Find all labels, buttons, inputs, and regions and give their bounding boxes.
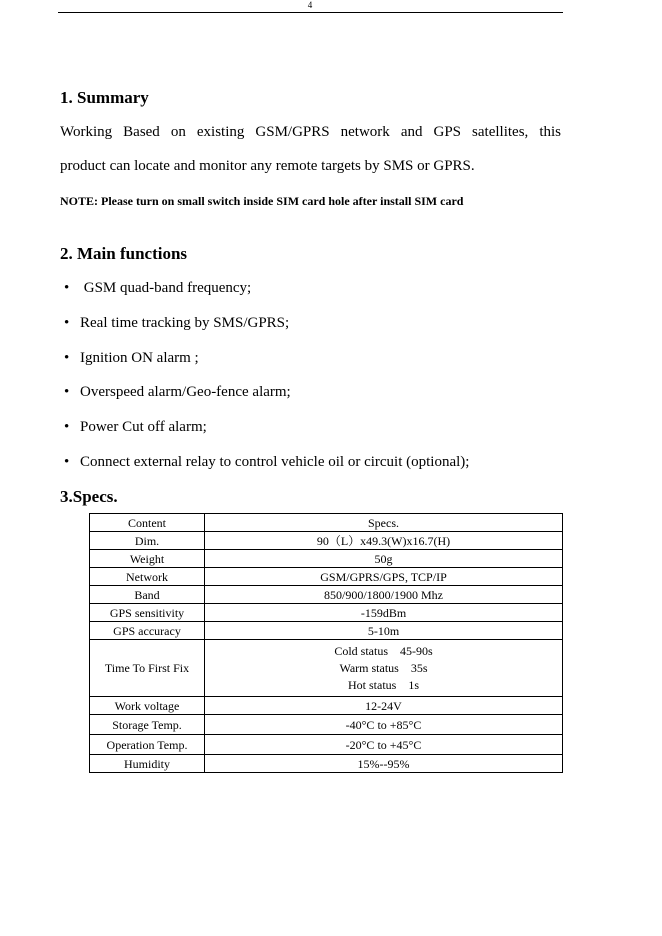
spec-value: 50g bbox=[205, 550, 563, 568]
spec-value: -40°C to +85°C bbox=[205, 715, 563, 735]
table-row bbox=[90, 755, 563, 773]
ttff-value bbox=[205, 640, 563, 697]
header-content: Content bbox=[90, 514, 205, 532]
bullet-icon: • bbox=[64, 454, 70, 470]
spec-label: Network bbox=[90, 568, 205, 586]
table-row bbox=[90, 622, 563, 640]
list-item bbox=[64, 454, 469, 471]
bullet-icon: • bbox=[64, 280, 70, 296]
function-text: Overspeed alarm/Geo-fence alarm; bbox=[80, 384, 291, 400]
table-row bbox=[90, 715, 563, 735]
list-item bbox=[64, 315, 289, 332]
table-row bbox=[90, 550, 563, 568]
specs-table bbox=[89, 513, 563, 773]
spec-label: Weight bbox=[90, 550, 205, 568]
spec-value: 850/900/1800/1900 Mhz bbox=[205, 586, 563, 604]
function-text: GSM quad-band frequency; bbox=[80, 280, 252, 296]
list-item bbox=[64, 350, 199, 367]
summary-heading: 1. Summary bbox=[60, 88, 149, 107]
table-row bbox=[90, 568, 563, 586]
function-text: Ignition ON alarm ; bbox=[80, 350, 199, 366]
spec-value: -159dBm bbox=[205, 604, 563, 622]
table-row bbox=[90, 735, 563, 755]
spec-value: -20°C to +45°C bbox=[205, 735, 563, 755]
spec-label: Dim. bbox=[90, 532, 205, 550]
summary-line-1: Working Based on existing GSM/GPRS network and GPS satellites, this bbox=[60, 124, 561, 140]
ttff-warm: Warm status 35s bbox=[339, 660, 428, 675]
function-text: Connect external relay to control vehicle oil or circuit (optional); bbox=[80, 454, 470, 470]
spec-value: 90（L）x49.3(W)x16.7(H) bbox=[205, 532, 563, 550]
spec-value: 5-10m bbox=[205, 622, 563, 640]
spec-label: GPS sensitivity bbox=[90, 604, 205, 622]
table-row bbox=[90, 532, 563, 550]
specs-heading: 3.Specs. bbox=[60, 487, 118, 506]
function-text: Real time tracking by SMS/GPRS; bbox=[80, 315, 290, 331]
spec-label: Work voltage bbox=[90, 697, 205, 715]
table-header-row bbox=[90, 514, 563, 532]
spec-value: 12-24V bbox=[205, 697, 563, 715]
bullet-icon: • bbox=[64, 350, 70, 366]
spec-value: GSM/GPRS/GPS, TCP/IP bbox=[205, 568, 563, 586]
table-row bbox=[90, 604, 563, 622]
table-row bbox=[90, 586, 563, 604]
page-number: 4 bbox=[307, 0, 313, 10]
list-item bbox=[64, 384, 291, 401]
header-rule bbox=[58, 12, 563, 13]
ttff-label: Time To First Fix bbox=[90, 640, 205, 697]
ttff-cold: Cold status 45-90s bbox=[334, 643, 433, 658]
spec-label: Operation Temp. bbox=[90, 735, 205, 755]
bullet-icon: • bbox=[64, 315, 70, 331]
function-text: Power Cut off alarm; bbox=[80, 419, 207, 435]
spec-value: 15%--95% bbox=[205, 755, 563, 773]
table-row bbox=[90, 640, 563, 697]
list-item bbox=[64, 280, 251, 297]
sim-note: NOTE: Please turn on small switch inside SIM card hole after install SIM card bbox=[60, 194, 464, 208]
table-row bbox=[90, 697, 563, 715]
bullet-icon: • bbox=[64, 384, 70, 400]
functions-heading: 2. Main functions bbox=[60, 244, 188, 263]
spec-label: Humidity bbox=[90, 755, 205, 773]
spec-label: GPS accuracy bbox=[90, 622, 205, 640]
spec-label: Band bbox=[90, 586, 205, 604]
header-specs: Specs. bbox=[205, 514, 563, 532]
ttff-hot: Hot status 1s bbox=[347, 677, 419, 692]
summary-line-2: product can locate and monitor any remote targets by SMS or GPRS. bbox=[60, 158, 475, 174]
list-item bbox=[64, 419, 207, 436]
spec-label: Storage Temp. bbox=[90, 715, 205, 735]
bullet-icon: • bbox=[64, 419, 70, 435]
